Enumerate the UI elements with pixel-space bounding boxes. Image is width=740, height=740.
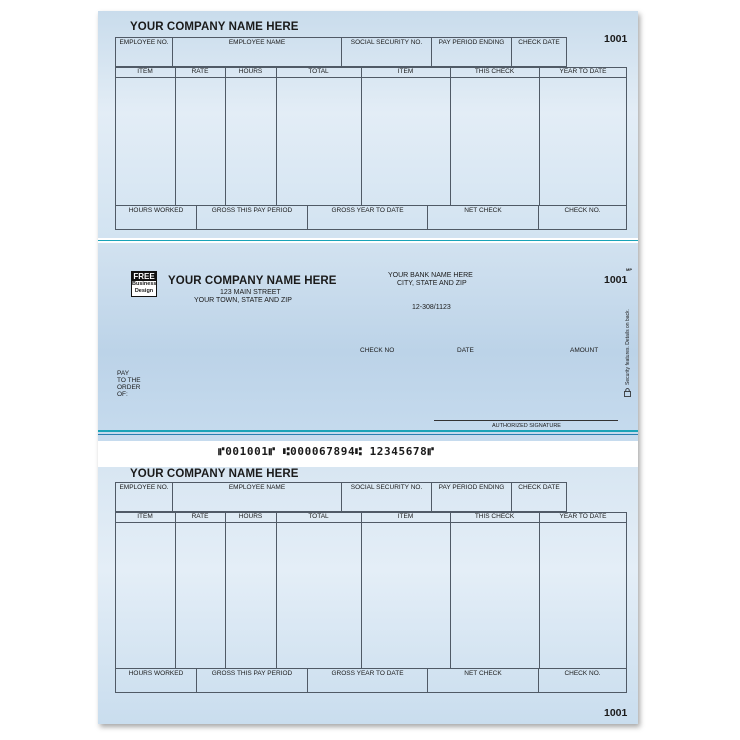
amount-field-label: AMOUNT [570,347,599,354]
net-check-label: NET CHECK [464,670,502,677]
ssn-label: SOCIAL SECURITY NO. [350,484,423,491]
check-no-cell [538,668,627,693]
employee-no-label: EMPLOYEE NO. [119,39,169,46]
check-no-field-label: CHECK NO [360,347,395,354]
micr-band [98,441,638,467]
col-item-label: ITEM [137,513,153,520]
signature-line [434,420,618,421]
check-no-cell [538,205,627,230]
check-date-cell [511,37,567,67]
net-check-cell [427,668,539,693]
check-stripe-blue [98,434,638,435]
check-date-cell [511,482,567,512]
col-year-to-date-label: YEAR TO DATE [559,68,607,75]
date-field-label: DATE [457,347,474,354]
col-rate-label: RATE [191,513,209,520]
hours-worked-label: HOURS WORKED [128,207,184,214]
gross-pay-period-cell [196,668,308,693]
bank-name: YOUR BANK NAME HERE [388,272,473,279]
employee-no-cell [115,37,173,67]
mp-mark: MP [626,267,632,272]
gross-pay-period-label: GROSS THIS PAY PERIOD [211,207,293,214]
logo-caption-text: Business Design [132,281,157,294]
employee-name-cell [172,482,342,512]
col-hours-label: HOURS [238,513,263,520]
bank-city-state: CITY, STATE AND ZIP [397,280,467,287]
employee-name-label: EMPLOYEE NAME [228,39,286,46]
employee-name-cell [172,37,342,67]
routing-fraction: 12-308/1123 [412,304,451,311]
net-check-label: NET CHECK [464,207,502,214]
col-year-to-date-label: YEAR TO DATE [559,513,607,520]
col-total-label: TOTAL [308,513,329,520]
col-this-check-label: THIS CHECK [474,68,515,75]
check-address-line2: YOUR TOWN, STATE AND ZIP [194,297,292,304]
authorized-signature-label: AUTHORIZED SIGNATURE [492,423,561,429]
payroll-check-sheet [98,11,638,724]
top-stub-company-name: YOUR COMPANY NAME HERE [130,21,299,33]
ssn-cell [341,37,432,67]
hours-worked-cell [115,668,197,693]
check-no-label: CHECK NO. [564,670,601,677]
pay-period-label: PAY PERIOD ENDING [438,39,505,46]
top-earnings-stub [98,11,638,238]
gross-ytd-label: GROSS YEAR TO DATE [331,207,404,214]
pay-period-cell [431,37,512,67]
check-stripe-teal [98,430,638,432]
bottom-earnings-stub [98,467,638,724]
gross-pay-period-label: GROSS THIS PAY PERIOD [211,670,293,677]
hours-worked-label: HOURS WORKED [128,670,184,677]
employee-name-label: EMPLOYEE NAME [228,484,286,491]
micr-line: ⑈001001⑈ ⑆000067894⑆ 12345678⑈ [218,445,435,458]
security-features-note: Security features. Details on back. [625,309,631,385]
check-no-label: CHECK NO. [564,207,601,214]
col-total-label: TOTAL [308,68,329,75]
pay-to-the-order-of: PAY TO THE ORDER OF: [117,370,141,398]
col-this-check-label: THIS CHECK [474,513,515,520]
earnings-table [115,512,627,669]
check-date-label: CHECK DATE [518,484,560,491]
free-business-design-logo [131,271,157,297]
ssn-cell [341,482,432,512]
check-company-name: YOUR COMPANY NAME HERE [168,275,337,287]
gross-pay-period-cell [196,205,308,230]
bottom-stub-company-name: YOUR COMPANY NAME HERE [130,468,299,480]
gross-ytd-cell [307,668,428,693]
col-item-label: ITEM [137,68,153,75]
padlock-icon [624,388,631,397]
employee-no-cell [115,482,173,512]
perforation-stripe-top [98,240,638,241]
check-number: 1001 [604,274,628,286]
check-date-label: CHECK DATE [518,39,560,46]
pay-period-label: PAY PERIOD ENDING [438,484,505,491]
earnings-table [115,67,627,206]
col-rate-label: RATE [191,68,209,75]
check-address-line1: 123 MAIN STREET [220,289,281,296]
col-deduction-item-label: ITEM [397,68,414,75]
bottom-stub-check-number: 1001 [604,707,628,719]
gross-ytd-label: GROSS YEAR TO DATE [331,670,404,677]
pay-period-cell [431,482,512,512]
ssn-label: SOCIAL SECURITY NO. [350,39,423,46]
col-hours-label: HOURS [238,68,263,75]
gross-ytd-cell [307,205,428,230]
col-deduction-item-label: ITEM [397,513,414,520]
top-stub-check-number: 1001 [604,33,628,45]
net-check-cell [427,205,539,230]
logo-free-text: FREE [133,272,155,281]
employee-no-label: EMPLOYEE NO. [119,484,169,491]
check-body [98,243,638,441]
hours-worked-cell [115,205,197,230]
